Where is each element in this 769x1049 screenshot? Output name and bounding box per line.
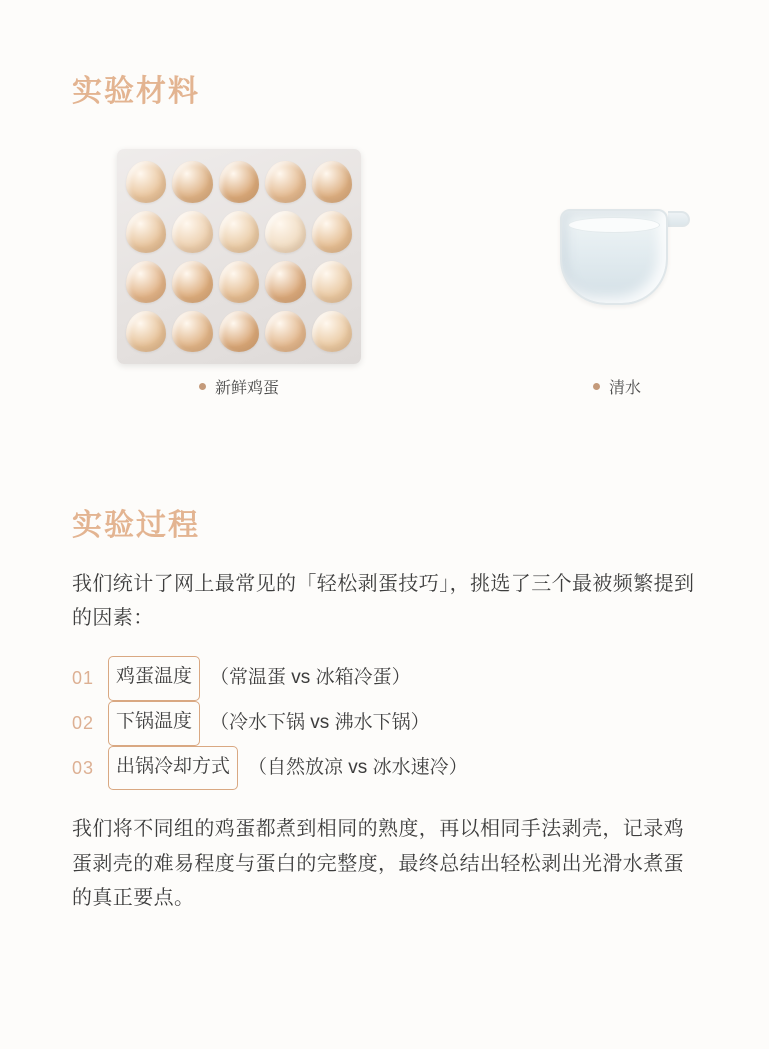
material-label-water: 清水	[608, 379, 641, 397]
factor-keyword: 鸡蛋温度	[108, 656, 200, 701]
egg-icon	[265, 211, 305, 253]
egg-icon	[219, 311, 259, 353]
eggs-caption	[94, 375, 384, 398]
material-item-eggs	[94, 147, 384, 398]
egg-icon	[126, 211, 166, 253]
factor-number: 03	[72, 757, 95, 778]
cup-body-icon	[560, 209, 668, 305]
water-cup-icon	[552, 201, 682, 313]
egg-icon	[172, 311, 212, 353]
process-conclusion-text: 我们将不同组的鸡蛋都煮到相同的熟度，再以相同手法剥壳，记录鸡蛋剥壳的难易程度与蛋白的完整度，最终总结出轻松剥出光滑水煮蛋的真正要点。	[72, 818, 684, 910]
process-section	[72, 508, 697, 916]
factor-number: 02	[72, 712, 95, 733]
factor-keyword: 下锅温度	[108, 701, 200, 746]
egg-icon	[172, 261, 212, 303]
eggs-image	[94, 147, 384, 367]
egg-icon	[265, 311, 305, 353]
materials-section-title: 实验材料	[72, 74, 200, 108]
factor-list	[72, 656, 697, 791]
egg-carton-icon	[117, 149, 361, 364]
egg-icon	[312, 161, 352, 203]
egg-icon	[312, 211, 352, 253]
egg-icon	[312, 311, 352, 353]
material-item-water	[472, 147, 762, 398]
egg-icon	[172, 161, 212, 203]
list-item	[72, 656, 697, 701]
egg-icon	[265, 161, 305, 203]
process-intro-text: 我们统计了网上最常见的「轻松剥蛋技巧」，挑选了三个最被频繁提到的因素：	[72, 572, 695, 630]
factor-detail: （冷水下锅 vs 沸水下锅）	[210, 711, 430, 733]
egg-icon	[126, 311, 166, 353]
egg-icon	[265, 261, 305, 303]
factor-keyword: 出锅冷却方式	[108, 746, 238, 791]
list-item	[72, 746, 697, 791]
materials-list	[72, 147, 697, 447]
factor-number: 01	[72, 667, 95, 688]
factor-detail: （自然放凉 vs 冰水速冷）	[248, 756, 468, 778]
article-page	[0, 25, 769, 1049]
cup-spout-icon	[668, 211, 690, 227]
egg-icon	[219, 161, 259, 203]
process-section-title: 实验过程	[72, 508, 200, 542]
egg-icon	[126, 261, 166, 303]
bullet-dot-icon	[199, 383, 206, 390]
water-image	[472, 147, 762, 367]
factor-detail: （常温蛋 vs 冰箱冷蛋）	[210, 666, 411, 688]
material-label-eggs: 新鲜鸡蛋	[214, 379, 279, 397]
egg-icon	[219, 211, 259, 253]
egg-icon	[312, 261, 352, 303]
list-item	[72, 701, 697, 746]
egg-icon	[172, 211, 212, 253]
egg-icon	[219, 261, 259, 303]
water-caption	[472, 375, 762, 398]
egg-icon	[126, 161, 166, 203]
bullet-dot-icon	[593, 383, 600, 390]
